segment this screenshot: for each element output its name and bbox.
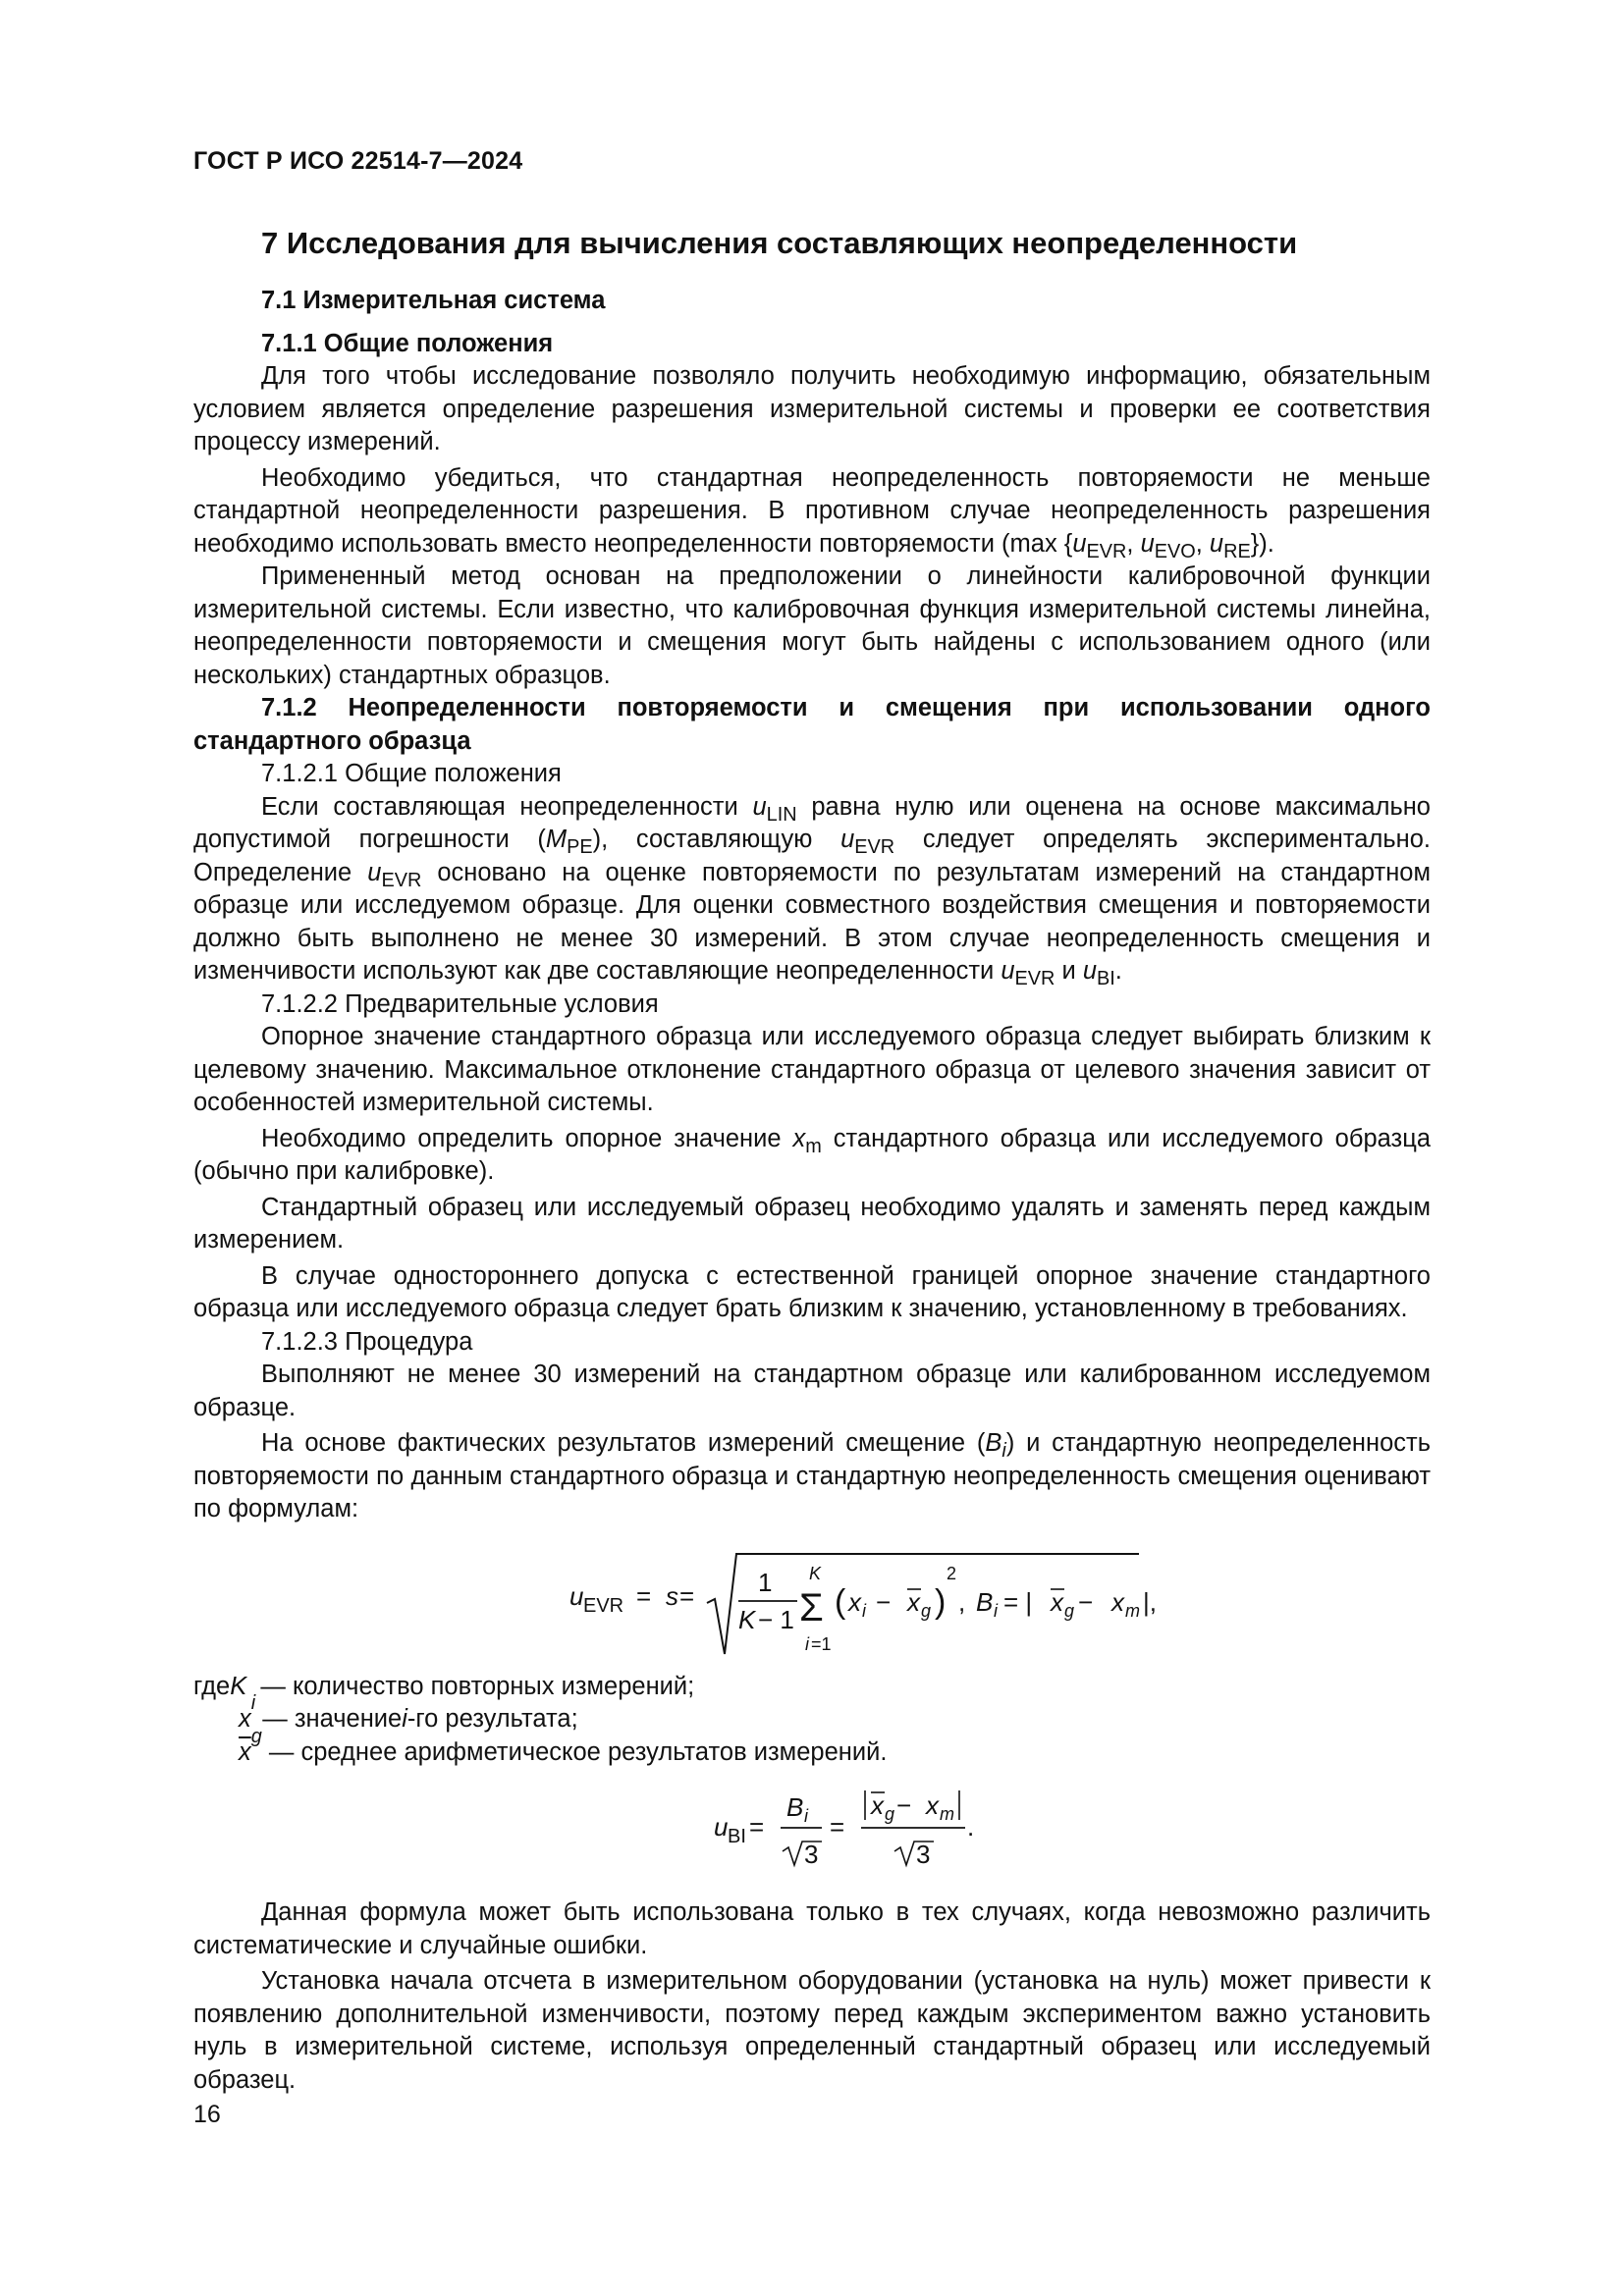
svg-text:=: = bbox=[749, 1812, 765, 1842]
svg-text:3: 3 bbox=[916, 1840, 931, 1869]
formula-ubi bbox=[193, 1781, 1431, 1877]
variable-definitions: где K — количество повторных измерений; x i — значение i -го результата; $\overline{x}$ g — среднее арифметическое результатов измерений. bbox=[193, 1672, 888, 1766]
paragraph: В случае одностороннего допуска с естественной границей опорное значение стандартного образца или исследуемого образца следует брать близким к значению, установленному в требованиях. bbox=[193, 1261, 1431, 1322]
svg-text:x: x bbox=[1051, 1586, 1063, 1617]
heading-7-1-2-2: 7.1.2.2 Предварительные условия bbox=[261, 989, 659, 1018]
paragraph: Необходимо определить опорное значение $x_m$ стандартного образца или исследуемого образца (обычно при калибровке). bbox=[193, 1124, 1431, 1185]
svg-text:K: K bbox=[809, 1563, 822, 1583]
svg-text:.: . bbox=[967, 1812, 975, 1842]
formula-uevr bbox=[193, 1546, 1431, 1659]
svg-text:BI: BI bbox=[728, 1826, 746, 1847]
svg-text:|,: |, bbox=[1143, 1586, 1157, 1617]
svg-text:− 1: − 1 bbox=[758, 1604, 794, 1634]
heading-7-1-2-1: 7.1.2.1 Общие положения bbox=[261, 760, 562, 787]
svg-text:EVR: EVR bbox=[583, 1594, 624, 1617]
svg-text:,: , bbox=[958, 1586, 966, 1617]
svg-text:x: x bbox=[848, 1586, 861, 1617]
paragraph: Установка начала отсчета в измерительном оборудовании (установка на нуль) может привести к появлению дополнительной изменчивости, поэтому перед каждым экспериментом важно установить нуль в измерительной системе, используя определенный стандартный образец или исследуемый образец. bbox=[193, 1967, 1431, 2094]
heading-7-1-1: 7.1.1 Общие положения bbox=[261, 329, 554, 357]
paragraph: Примененный метод основан на предположении о линейности калибровочной функции измерительной системы. Если известно, что калибровочная функция измерительной системы линейна, неопределенности повторяемости и смещения могут быть найдены с использованием одного (или нескольких) стандартных образцов. bbox=[193, 562, 1431, 689]
paragraph: Если составляющая неопределенности $u_{LIN}$ равна нулю или оценена на основе максимально допустимой погрешности $(M_{PE})$, составляющую $u_{EVR}$ следует определять экспериментально. Определение $u_{EVR}$ основано на оценке повторяемости по результатам измерений на стандартном образце или исследуемом образце. Для оценки совместного воздействия смещения и повторяемости должно быть выполнено не менее 30 измерений. В этом случае неопределенность смещения и изменчивости используют как две составляющие неопределенности $u_{EVR}$ и $u_{BI}$. bbox=[193, 792, 1431, 989]
svg-text:x: x bbox=[1111, 1586, 1124, 1617]
svg-text:= |: = | bbox=[1003, 1586, 1033, 1617]
svg-text:s: s bbox=[666, 1580, 678, 1611]
svg-text:u: u bbox=[569, 1580, 584, 1611]
page-number: 16 bbox=[193, 2101, 221, 2128]
svg-text:=: = bbox=[679, 1580, 695, 1611]
document-code: ГОСТ Р ИСО 22514-7—2024 bbox=[193, 147, 523, 175]
svg-text:−: − bbox=[896, 1790, 912, 1820]
svg-text:=: = bbox=[636, 1580, 652, 1611]
heading-7-1-2: 7.1.2 Неопределенности повторяемости и смещения при использовании одного стандартного образца bbox=[193, 694, 1431, 755]
svg-text:1: 1 bbox=[758, 1567, 773, 1597]
svg-text:2: 2 bbox=[947, 1563, 957, 1583]
svg-text:=: = bbox=[830, 1812, 845, 1842]
svg-text:m: m bbox=[940, 1804, 954, 1824]
section-title: 7 Исследования для вычисления составляющих неопределенности bbox=[261, 226, 1298, 260]
paragraph: Опорное значение стандартного образца или исследуемого образца следует выбирать близким к целевому значению. Максимальное отклонение стандартного образца от целевого значения зависит от особенностей измерительной системы. bbox=[193, 1023, 1431, 1116]
svg-text:g: g bbox=[921, 1600, 932, 1621]
svg-text:x: x bbox=[871, 1790, 884, 1820]
svg-text:): ) bbox=[935, 1582, 947, 1621]
heading-7-1: 7.1 Измерительная система bbox=[261, 287, 606, 314]
svg-text:B: B bbox=[976, 1586, 994, 1617]
svg-text:−: − bbox=[876, 1586, 892, 1617]
svg-text:g: g bbox=[1064, 1600, 1075, 1621]
paragraph: Стандартный образец или исследуемый образец необходимо удалять и заменять перед каждым измерением. bbox=[193, 1193, 1431, 1254]
document-body bbox=[193, 285, 1431, 2097]
svg-text:i: i bbox=[804, 1806, 808, 1826]
paragraph: Необходимо убедиться, что стандартная неопределенность повторяемости не меньше стандартной неопределенности разрешения. В противном случае неопределенность разрешения необходимо использовать вместо неопределенности повторяемости (max {$u_{EVR}$, $u_{EVO}$, $u_{RE}$}). bbox=[193, 463, 1431, 562]
svg-text:B: B bbox=[786, 1792, 804, 1822]
svg-text:u: u bbox=[714, 1812, 729, 1842]
svg-text:g: g bbox=[885, 1804, 895, 1824]
heading-7-1-2-3: 7.1.2.3 Процедура bbox=[261, 1327, 473, 1356]
paragraph: Данная формула может быть использована только в тех случаях, когда невозможно различить систематические и случайные ошибки. bbox=[193, 1898, 1431, 1959]
svg-text:x: x bbox=[926, 1790, 939, 1820]
svg-text:m: m bbox=[1125, 1600, 1140, 1621]
svg-text:Σ: Σ bbox=[799, 1585, 824, 1629]
svg-text:K: K bbox=[738, 1604, 756, 1634]
paragraph: На основе фактических результатов измерений смещение $(B_i)$ и стандартную неопределенность повторяемости по данным стандартного образца и стандартную неопределенность смещения оценивают по формулам: bbox=[193, 1429, 1431, 1522]
paragraph: Выполняют не менее 30 измерений на стандартном образце или калиброванном исследуемом образце. bbox=[193, 1361, 1431, 1421]
svg-text:3: 3 bbox=[804, 1840, 819, 1869]
svg-text:=1: =1 bbox=[811, 1633, 832, 1654]
svg-text:i: i bbox=[862, 1600, 866, 1621]
svg-text:x: x bbox=[907, 1586, 920, 1617]
paragraph: Для того чтобы исследование позволяло получить необходимую информацию, обязательным условием является определение разрешения измерительной системы и проверки ее соответствия процессу измерений. bbox=[193, 362, 1431, 455]
svg-text:i: i bbox=[805, 1633, 809, 1654]
svg-text:i: i bbox=[994, 1600, 998, 1621]
svg-text:−: − bbox=[1078, 1586, 1094, 1617]
svg-text:(: ( bbox=[835, 1582, 846, 1621]
